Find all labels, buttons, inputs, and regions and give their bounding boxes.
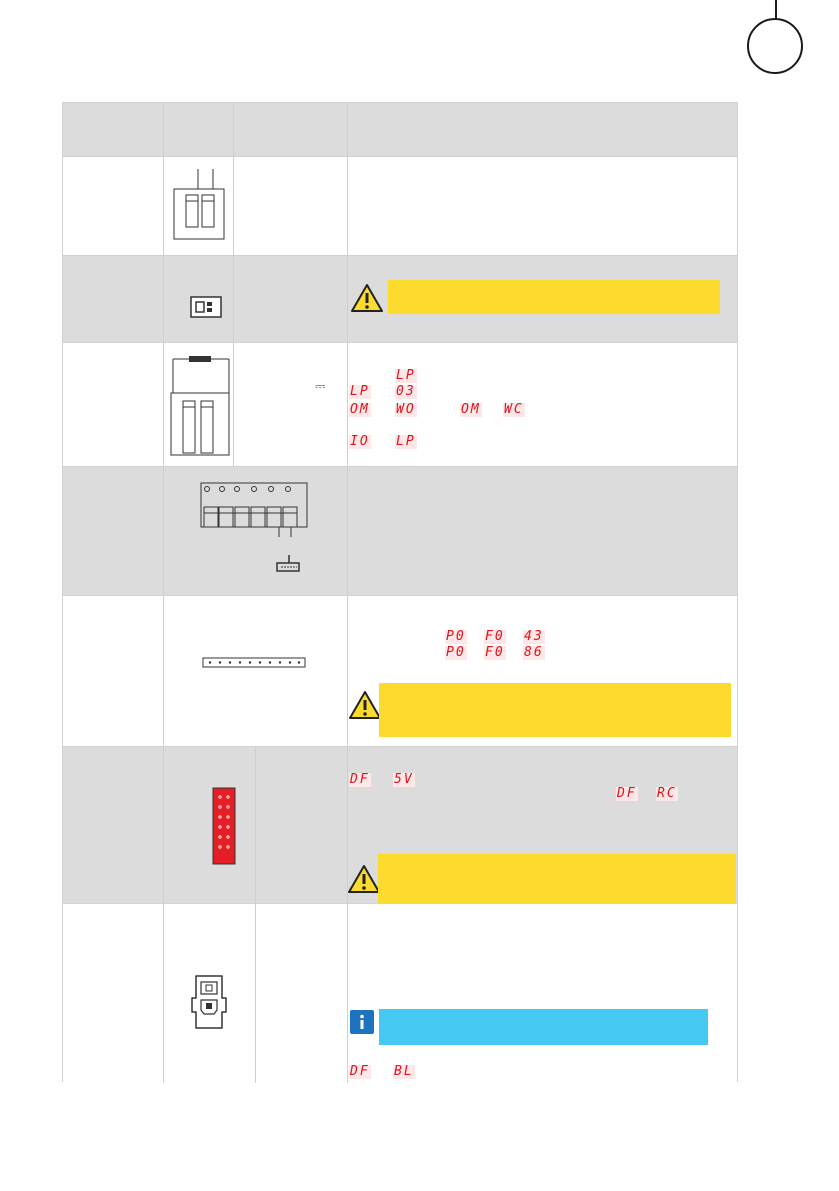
column-divider xyxy=(163,103,164,156)
column-divider xyxy=(233,256,234,342)
column-divider xyxy=(347,343,348,466)
display-om: OM xyxy=(461,402,481,417)
pin-header-diagram xyxy=(202,657,308,669)
warning-icon xyxy=(347,864,381,894)
ground-symbol-icon xyxy=(275,555,301,575)
warning-box xyxy=(388,280,720,314)
column-divider xyxy=(233,103,234,156)
display-io: IO xyxy=(350,434,370,449)
table-row xyxy=(63,343,737,467)
column-divider xyxy=(233,157,234,255)
column-divider xyxy=(347,467,348,595)
warning-icon xyxy=(350,283,384,313)
punch-hole-marker xyxy=(747,18,803,74)
table-row xyxy=(63,467,737,596)
column-divider xyxy=(163,157,164,255)
column-divider xyxy=(255,904,256,1083)
warning-icon xyxy=(348,690,382,720)
display-lp: LP xyxy=(350,384,370,399)
display-f0: F0 xyxy=(485,645,505,660)
column-divider xyxy=(163,343,164,466)
display-43: 43 xyxy=(524,629,544,644)
column-divider xyxy=(163,256,164,342)
column-divider xyxy=(347,157,348,255)
table-row xyxy=(63,596,737,747)
display-df: DF xyxy=(350,772,370,787)
display-om: OM xyxy=(350,402,370,417)
display-lp: LP xyxy=(396,368,416,383)
column-divider xyxy=(163,596,164,746)
connector-diagram xyxy=(171,167,231,242)
terminal-block-diagram xyxy=(199,481,311,541)
display-5v: 5V xyxy=(394,772,414,787)
display-p0: P0 xyxy=(446,629,466,644)
table-row xyxy=(63,157,737,256)
column-divider xyxy=(163,904,164,1083)
usb-b-port-diagram xyxy=(190,974,230,1030)
display-df: DF xyxy=(617,786,637,801)
table-row xyxy=(63,747,737,904)
warning-box xyxy=(378,854,736,904)
info-icon xyxy=(350,1010,374,1034)
column-divider xyxy=(163,747,164,903)
display-rc: RC xyxy=(657,786,677,801)
red-connector-diagram xyxy=(212,787,238,865)
column-divider xyxy=(233,343,234,466)
warning-box xyxy=(379,683,731,737)
table-row xyxy=(63,256,737,343)
connector-table xyxy=(62,102,738,1082)
display-wc: WC xyxy=(504,402,524,417)
display-bl: BL xyxy=(394,1064,414,1079)
column-divider xyxy=(347,103,348,156)
display-wo: WO xyxy=(396,402,416,417)
table-row xyxy=(63,904,737,1083)
column-divider xyxy=(347,596,348,746)
display-df: DF xyxy=(350,1064,370,1079)
table-header-row xyxy=(63,103,737,157)
info-box xyxy=(379,1009,708,1045)
display-lp: LP xyxy=(396,434,416,449)
column-divider xyxy=(255,747,256,903)
dc-symbol-icon: ⎓ xyxy=(315,379,326,394)
connector-with-fuse-diagram xyxy=(169,353,233,459)
small-connector-diagram xyxy=(190,296,224,320)
display-03: 03 xyxy=(396,384,416,399)
display-f0: F0 xyxy=(485,629,505,644)
column-divider xyxy=(347,256,348,342)
column-divider xyxy=(347,904,348,1083)
display-86: 86 xyxy=(524,645,544,660)
display-p0: P0 xyxy=(446,645,466,660)
column-divider xyxy=(163,467,164,595)
